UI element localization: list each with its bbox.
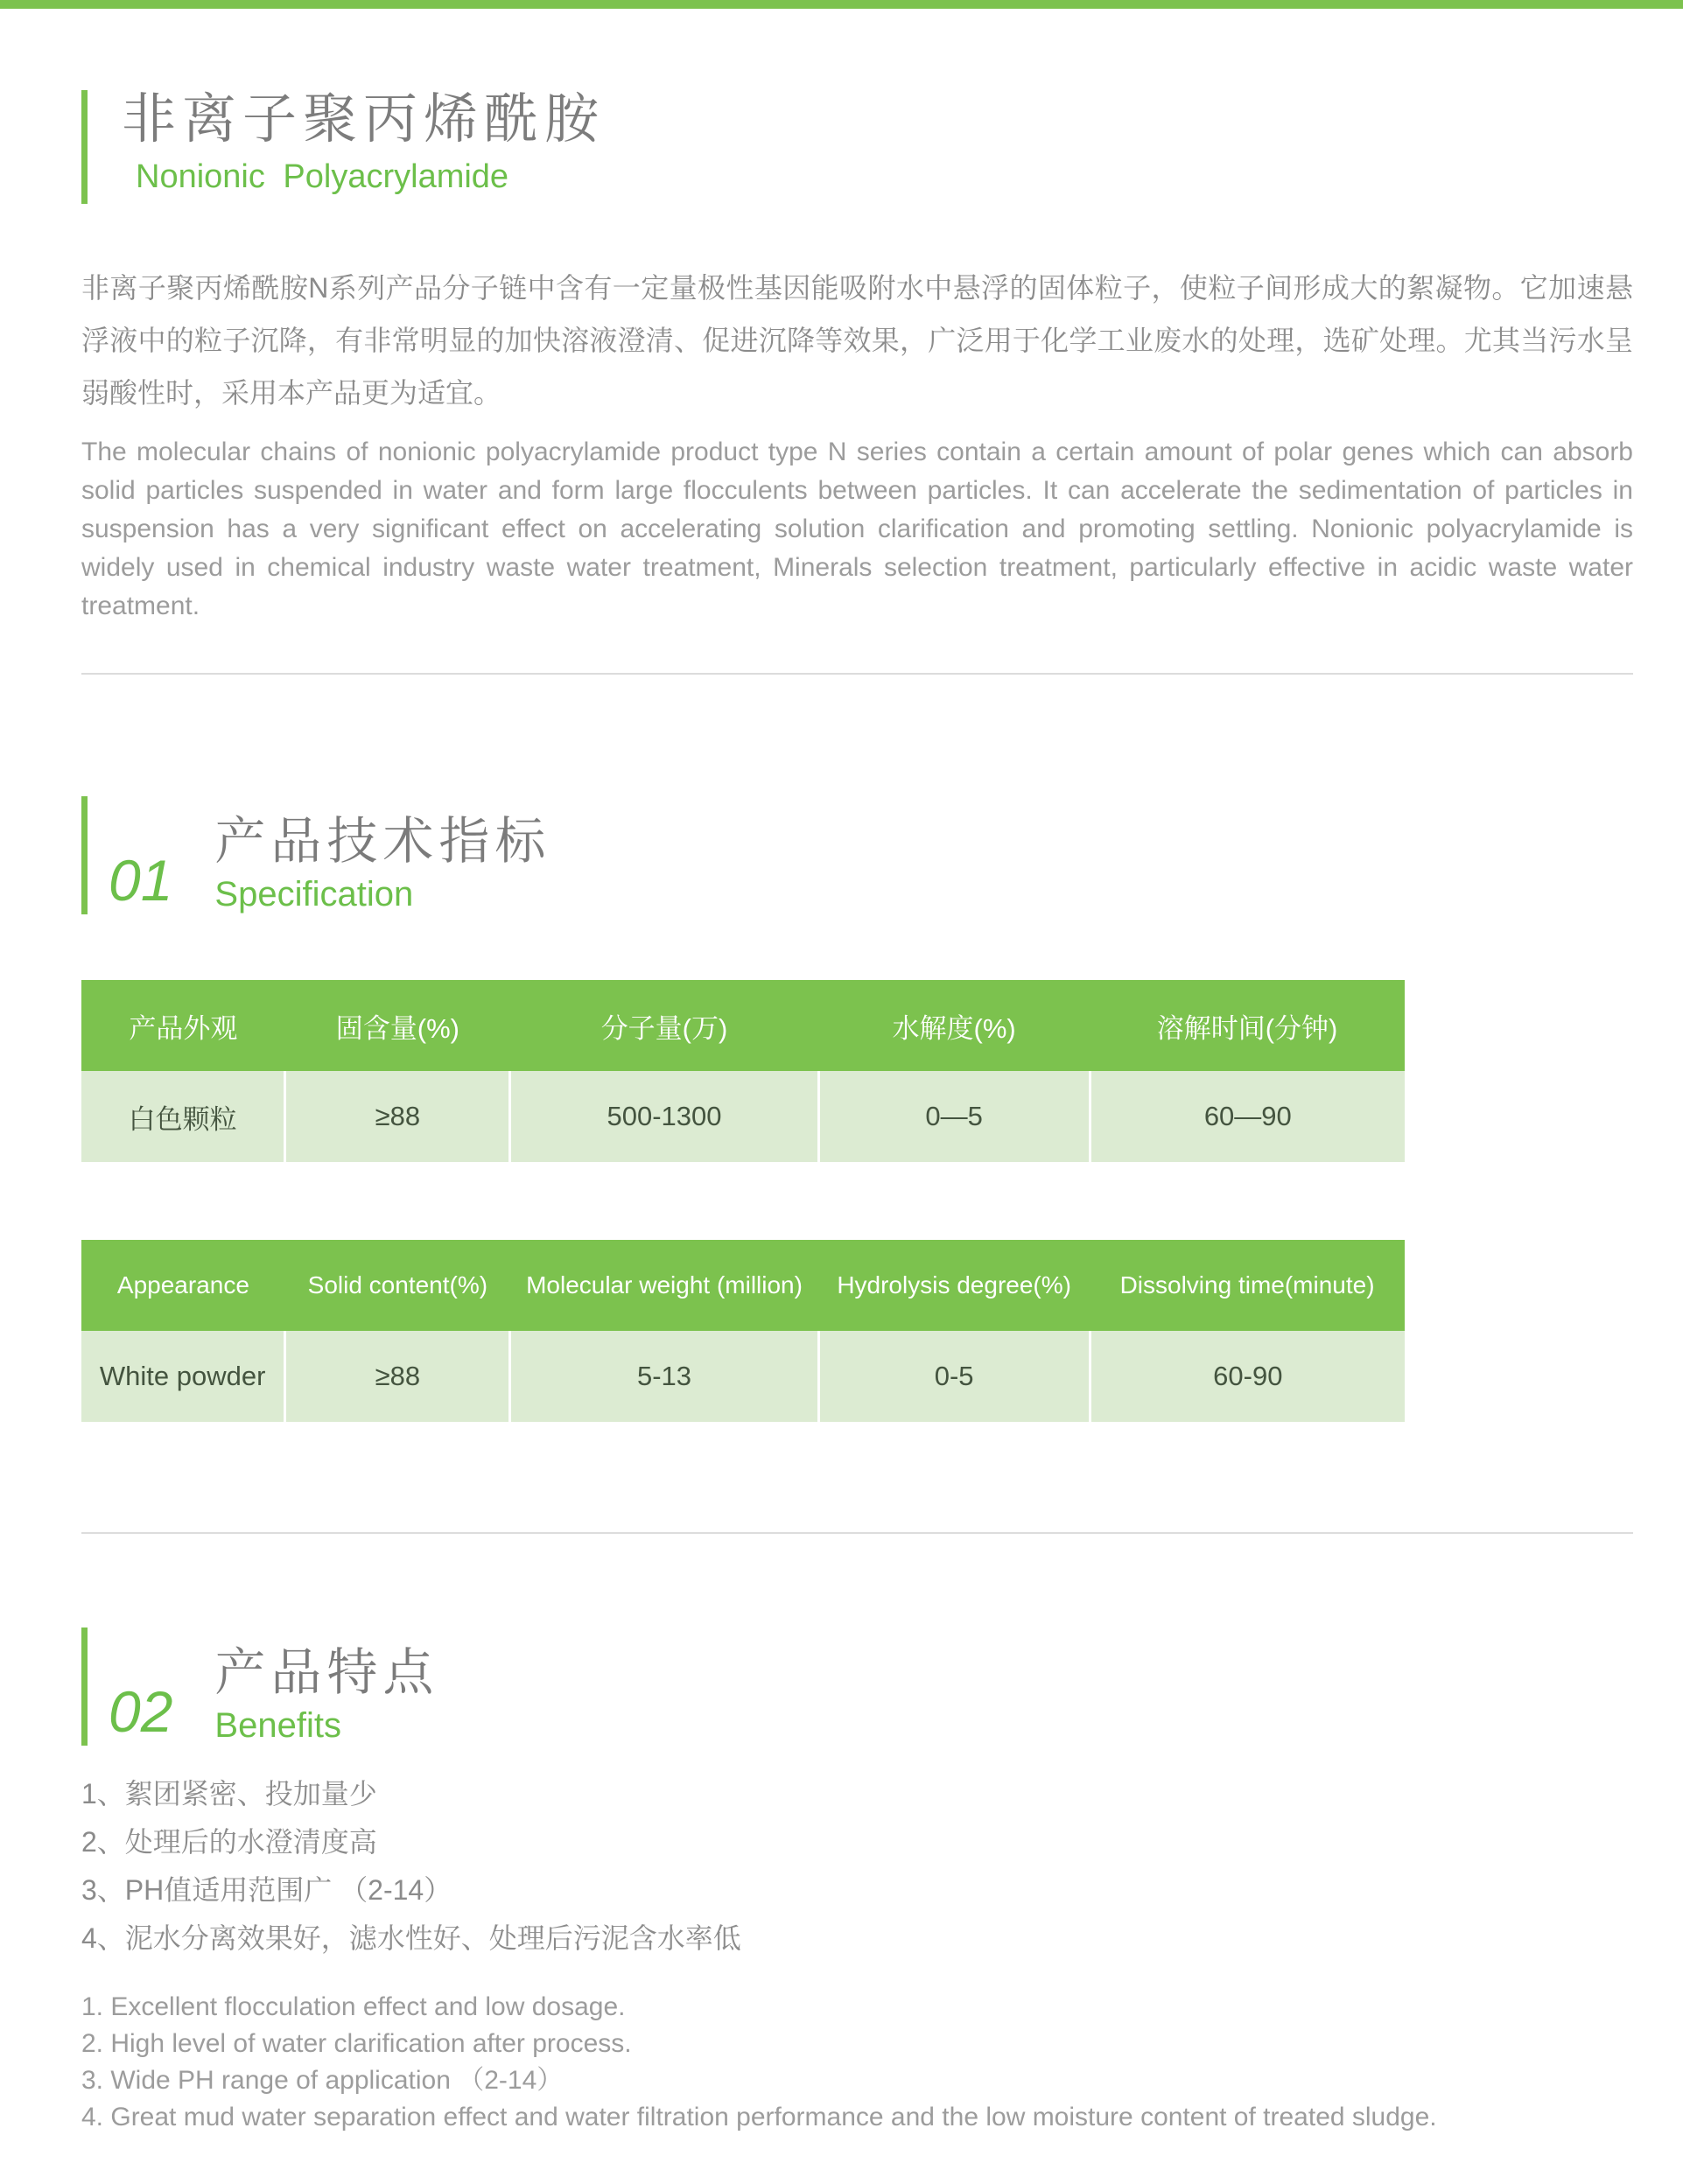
product-title-zh: 非离子聚丙烯酰胺 (122, 89, 606, 150)
datasheet-page (0, 90, 1683, 2136)
accent-vertical-bar (81, 90, 88, 204)
feature-list-en (81, 1989, 1633, 2136)
table-header-cell: 分子量(万) (510, 980, 818, 1071)
list-item: 3. Wide PH range of application （2-14） (81, 2066, 564, 2095)
table-cell: 60-90 (1090, 1331, 1405, 1422)
table-row (81, 1331, 1405, 1422)
table-cell: White powder (81, 1331, 285, 1422)
table-header-cell: 水解度(%) (818, 980, 1090, 1071)
section-title-block (214, 813, 550, 914)
list-item: 1. Excellent flocculation effect and low dosage. (81, 1992, 626, 2021)
table-header-cell: Appearance (81, 1240, 285, 1331)
table-cell: 5-13 (510, 1331, 818, 1422)
section-title-zh: 产品技术指标 (214, 813, 551, 871)
table-header-cell: 溶解时间(分钟) (1090, 980, 1405, 1071)
list-item: 1、絮团紧密、投加量少 (81, 1778, 377, 1810)
table-header-cell: Hydrolysis degree(%) (818, 1240, 1090, 1331)
table-header-cell: Dissolving time(minute) (1090, 1240, 1405, 1331)
table-header-row (81, 980, 1405, 1071)
title-block (88, 90, 605, 204)
accent-vertical-bar (81, 796, 88, 914)
list-item: 2. High level of water clarification after process. (81, 2029, 632, 2058)
list-item: 4. Great mud water separation effect and water filtration performance and the low moisture content of treated sludge. (81, 2103, 1437, 2132)
section-2-header (81, 1628, 1633, 1746)
section-title-en: Specification (214, 875, 414, 914)
table-cell: 60—90 (1090, 1071, 1405, 1162)
section-divider (81, 673, 1633, 675)
list-item: 2、处理后的水澄清度高 (81, 1826, 377, 1858)
product-title-en: Nonionic Polyacrylamide (136, 158, 509, 196)
document-header (81, 90, 1633, 204)
section-divider (81, 1532, 1633, 1534)
top-accent-bar (0, 0, 1683, 9)
table-header-cell: Molecular weight (million) (510, 1240, 818, 1331)
feature-list-zh (81, 1770, 1633, 1963)
section-title-zh: 产品特点 (214, 1644, 439, 1702)
table-header-cell: 固含量(%) (285, 980, 510, 1071)
table-cell: ≥88 (285, 1331, 510, 1422)
section-title-block (214, 1644, 438, 1746)
table-cell: 500-1300 (510, 1071, 818, 1162)
list-item: 3、PH值适用范围广 （2-14） (81, 1874, 452, 1906)
table-header-cell: Solid content(%) (285, 1240, 510, 1331)
accent-vertical-bar (81, 1628, 88, 1746)
table-header-row (81, 1240, 1405, 1331)
table-cell: 0—5 (818, 1071, 1090, 1162)
table-cell: 0-5 (818, 1331, 1090, 1422)
table-header-cell: 产品外观 (81, 980, 285, 1071)
specification-table-zh (81, 980, 1405, 1162)
section-number: 02 (109, 1679, 173, 1744)
specification-table-en (81, 1240, 1405, 1422)
intro-paragraph-zh: 非离子聚丙烯酰胺N系列产品分子链中含有一定量极性基因能吸附水中悬浮的固体粒子，使粒子间形成大的絮凝物。它加速悬浮液中的粒子沉降，有非常明显的加快溶液澄清、促进沉降等效果，广泛用于化学工业废水的处理，选矿处理。尤其当污水呈弱酸性时，采用本产品更为适宜。 (81, 272, 1633, 409)
table-cell: ≥88 (285, 1071, 510, 1162)
list-item: 4、泥水分离效果好，滤水性好、处理后污泥含水率低 (81, 1922, 741, 1954)
table-cell: 白色颗粒 (81, 1071, 285, 1162)
section-title-en: Benefits (214, 1706, 341, 1745)
table-row (81, 1071, 1405, 1162)
intro-paragraph-en: The molecular chains of nonionic polyacrylamide product type N series contain a certain amount of polar genes which can absorb solid particles suspended in water and form large flocculents between particles. It can accelerate the sedimentation of particles in suspension has a very significant effect on accelerating solution clarification and promoting settling. Nonionic polyacrylamide is widely used in chemical industry waste water treatment, Minerals selection treatment, particularly effective in acidic waste water treatment. (81, 438, 1633, 620)
section-1-header (81, 796, 1633, 914)
section-number: 01 (109, 848, 173, 913)
